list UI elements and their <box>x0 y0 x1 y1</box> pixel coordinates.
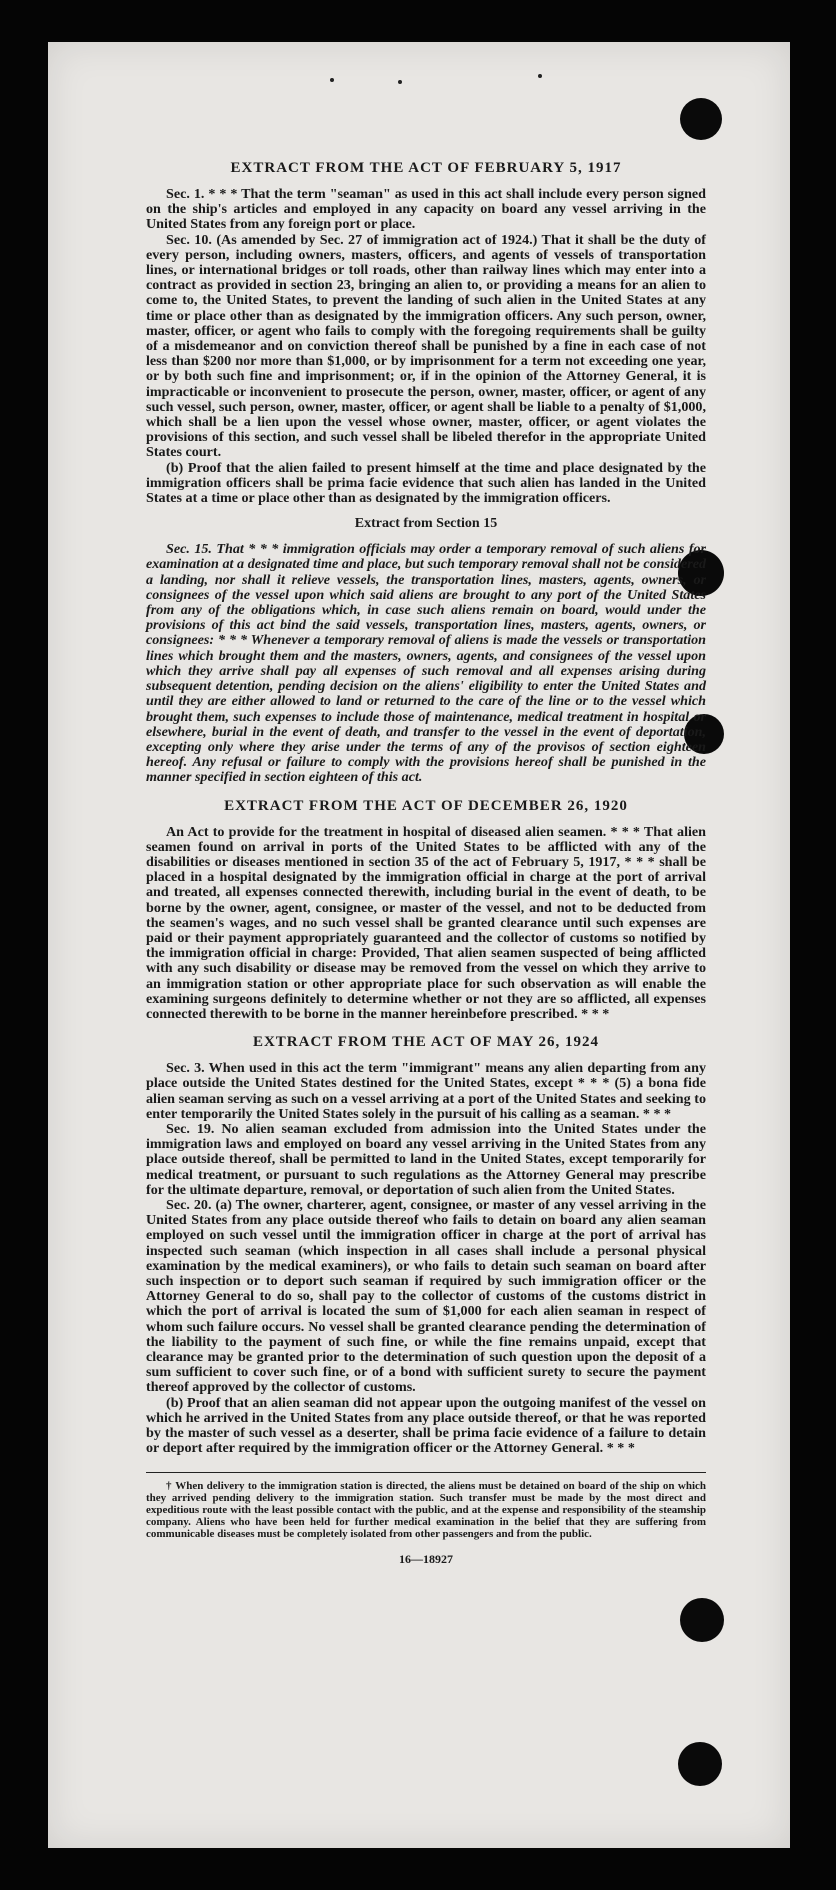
paragraph: (b) Proof that an alien seaman did not appear upon the outgoing manifest of the vessel on which he arrived in the United States from any place outside thereof, or that he was reported by the master of such vessel as a deserter, shall be prima facie evidence of a failure to detain or deport after required by the immigration officer or the Attorney General. * * * <box>146 1394 706 1457</box>
document-body <box>146 160 706 1567</box>
section-title-1917: EXTRACT FROM THE ACT OF FEBRUARY 5, 1917 <box>230 160 622 176</box>
paragraph: (b) Proof that the alien failed to present himself at the time and place designated by the immigration officers shall be prima facie evidence that such alien has landed in the United States at a time or place other than as designated by the immigration officers. <box>146 459 706 507</box>
paragraph: Sec. 3. When used in this act the term "immigrant" means any alien departing from any place outside the United States destined for the United States, except * * * (5) a bona fide alien seaman serving as such on a vessel arriving at a port of the United States and seeking to enter temporarily the United States solely in the pursuit of his calling as a seaman. * * * <box>146 1060 706 1122</box>
section-15-body <box>146 542 706 785</box>
paragraph: Sec. 19. No alien seaman excluded from admission into the United States under the immigration laws and employed on board any vessel arriving in the United States from any place outside thereof, shall be permitted to land in the United States, except temporarily for medical treatment, or pursuant to such regulations as the Attorney General may prescribe for the ultimate departure, removal, or deportation of such alien from the United States. <box>146 1120 706 1198</box>
speck <box>538 74 542 78</box>
section-title-1924: EXTRACT FROM THE ACT OF MAY 26, 1924 <box>252 1034 600 1051</box>
punch-hole-low <box>680 1598 724 1642</box>
page-number: 16—18927 <box>399 1552 453 1567</box>
footnote <box>146 1481 706 1540</box>
paragraph: An Act to provide for the treatment in hospital of diseased alien seamen. * * * That alien seamen found on arrival in ports of the United States to be afflicted with any of the disabilities or diseases mentioned in section 35 of the act of February 5, 1917, * * * shall be placed in a hospital designated by the immigration official in charge at the port of arrival and treated, all expenses connected therewith, including burial in the event of death, to be borne by the owner, agent, consignee, or master of the vessel, and not to be deducted from the seamen's wages, and no such vessel shall be granted clearance until such expenses are paid or their payment appropriately guaranteed and the collector of customs so notified by the immigration official in charge: Provided, That alien seamen suspected of being afflicted with any such disability or disease may be removed from the vessel on which they arrive to an immigration station or other appropriate place for such observation as will enable the examining surgeons definitely to determine whether or not they are so afflicted, all expenses connected therewith to be borne in the manner hereinbefore prescribed. * * * <box>146 823 706 1022</box>
document-page <box>48 42 790 1848</box>
punch-hole-top <box>680 98 722 140</box>
paragraph: Sec. 10. (As amended by Sec. 27 of immigration act of 1924.) That it shall be the duty of every person, including owners, masters, officers, and agents of vessels of transportation lines, or international bridges or toll roads, other than railway lines which may enter into a contract as provided in section 23, bringing an alien to, or providing a means for an alien to come to, the United States, to prevent the landing of such alien in the United States at any time or place other than as designated by the immigration officers. Any such person, owner, master, officer, or agent who fails to comply with the foregoing requirements shall be guilty of a misdemeanor and on conviction thereof shall be punished by a fine in each case of not less than $200 nor more than $1,000, or by imprisonment for a term not exceeding one year, or by both such fine and imprisonment; or, if in the opinion of the Attorney General, it is impracticable or inconvenient to prosecute the person, owner, master, officer, or agent of any such vessel, such person, owner, master, officer, or agent shall be liable to a penalty of $1,000, which shall be a lien upon the vessel whose owner, master, officer, or agent violates the provisions of this section, and such vessel shall be libeled therefor in the appropriate United States court. <box>146 231 706 461</box>
speck <box>398 80 402 84</box>
footnote-text: † When delivery to the immigration station is directed, the aliens must be detained on board of the ship on which they arrived pending delivery to the immigration station. Such transfer must be made by the most direct and expeditious route with the least possible contact with the public, and at the expense and responsibility of the steamship company. Aliens who have been held for further medical examination in the belief that they are suffering from communicable diseases must be completely isolated from other passengers and from the public. <box>146 1480 706 1540</box>
section-1920-body <box>146 825 706 1023</box>
paragraph: Sec. 1. * * * That the term "seaman" as used in this act shall include every person signed on the ship's articles and employed in any capacity on board any vessel arriving in the United States from any foreign port or place. <box>146 186 706 233</box>
paragraph: Sec. 20. (a) The owner, charterer, agent, consignee, or master of any vessel arriving in the United States from any place outside thereof who fails to detain on board any alien seaman employed on such vessel until the immigration officer in charge at the port of arrival has inspected such seaman (which inspection in all cases shall include a personal physical examination by the medical examiners), or who fails to detain such seaman on board after such inspection or to deport such seaman if required by such immigration officer or the Attorney General to do so, shall pay to the collector of customs of the customs district in which the port of arrival is located the sum of $1,000 for each alien seaman in respect of whom such failure occurs. No vessel shall be granted clearance pending the determination of the liability to the payment of such fine, or while the fine remains unpaid, except that clearance may be granted prior to the determination of such question upon the deposit of a sum sufficient to cover such fine, or of a bond with sufficient surety to secure the payment thereof approved by the collector of customs. <box>146 1196 706 1396</box>
punch-hole-bottom <box>678 1742 722 1786</box>
footnote-divider <box>146 1472 706 1473</box>
section-title-section-15: Extract from Section 15 <box>354 516 498 532</box>
section-1924-body <box>146 1061 706 1456</box>
section-1917-body <box>146 187 706 506</box>
paragraph: Sec. 15. That * * * immigration officials may order a temporary removal of such aliens for examination at a designated time and place, but such temporary removal shall not be considered a landing, nor shall it relieve vessels, the transportation lines, masters, agents, owners, or consignees of the vessel upon which said aliens are brought to any port of the United States from any of the obligations which, in case such aliens remain on board, would under the provisions of this act bind the said vessels, transportation lines, masters, agents, owners, or consignees: * * * Whenever a temporary removal of aliens is made the vessels or transportation lines which brought them and the masters, owners, agents, and consignees of the vessel upon which they arrive shall pay all expenses of such removal and all expenses arising during subsequent detention, pending decision on the aliens' eligibility to enter the United States and until they are either allowed to land or returned to the care of the line or to the vessel which brought them, such expenses to include those of maintenance, medical treatment in hospital or elsewhere, burial in the event of death, and transfer to the vessel in the event of deportation, excepting only where they arise under the terms of any of the provisos of section eighteen hereof. Any refusal or failure to comply with the provisions hereof shall be punished in the manner specified in section eighteen of this act. <box>146 541 706 786</box>
section-title-1920: EXTRACT FROM THE ACT OF DECEMBER 26, 1920 <box>224 797 628 814</box>
speck <box>330 78 334 82</box>
